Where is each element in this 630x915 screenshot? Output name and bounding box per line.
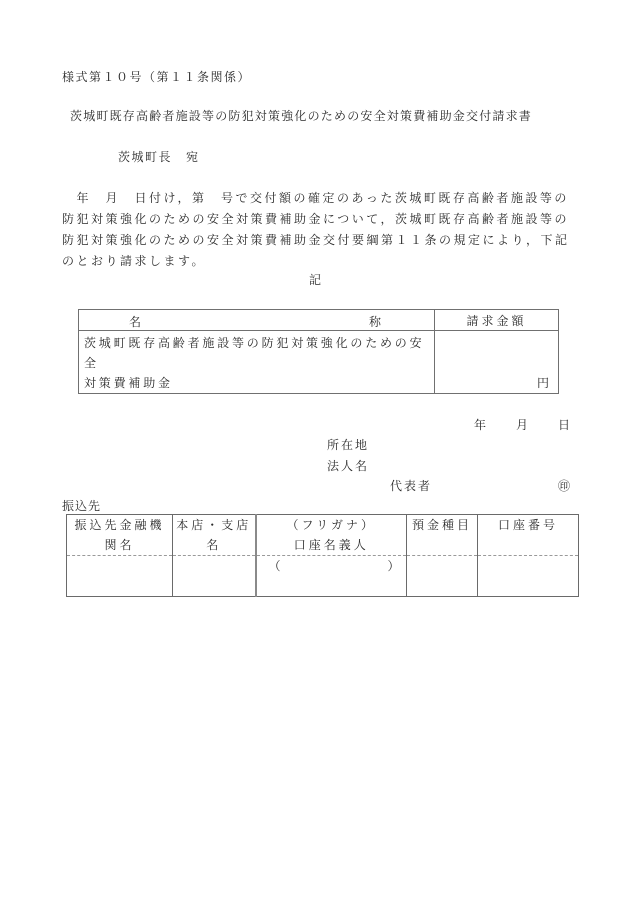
- header-name-right: 称: [369, 315, 385, 329]
- claim-table: [78, 309, 559, 394]
- header-amount: 請求金額: [435, 310, 559, 331]
- claim-table-header: [79, 310, 559, 331]
- addressee-name: 茨城町長: [118, 150, 173, 164]
- date-day: 日: [558, 418, 571, 432]
- date-line: [474, 416, 570, 433]
- transfer-table-row: [67, 556, 579, 597]
- header-account-number: 口座番号: [478, 515, 579, 556]
- transfer-label: 振込先: [62, 499, 102, 513]
- body-line: 年 月 日付け，第 号で交付額の確定のあった茨城町既存高齢者施設等の: [62, 191, 569, 205]
- seal-mark: ㊞: [558, 479, 571, 493]
- subsidy-name-line2: 対策費補助金: [84, 376, 173, 390]
- representative-label: 代表者: [390, 479, 433, 493]
- subsidy-name-line1: 茨城町既存高齢者施設等の防犯対策強化のための安全: [84, 336, 425, 370]
- body-line: 防犯対策強化のための安全対策費補助金交付要綱第１１条の規定により，下記: [62, 233, 570, 247]
- header-branch-name: 本店・支店 名: [173, 515, 256, 556]
- addressee: [118, 148, 200, 165]
- transfer-table: [66, 514, 579, 597]
- location-label: 所在地: [327, 438, 370, 452]
- amount-unit: 円: [536, 376, 549, 390]
- header-name-left: 名: [129, 315, 145, 329]
- claim-table-row: [79, 331, 559, 394]
- date-month: 月: [516, 418, 529, 432]
- account-holder-cell[interactable]: [256, 556, 407, 597]
- kana-open-paren: （: [268, 559, 281, 573]
- header-name: [79, 310, 435, 331]
- date-year: 年: [474, 418, 487, 432]
- ki-heading: 記: [309, 273, 322, 287]
- header-account-holder: （フリガナ） 口座名義人: [256, 515, 407, 556]
- kana-close-paren: ）: [387, 559, 400, 573]
- body-line: のとおり請求します。: [62, 254, 207, 268]
- body-line: 防犯対策強化のための安全対策費補助金について，茨城町既存高齢者施設等の: [62, 212, 570, 226]
- corp-name-label: 法人名: [327, 459, 370, 473]
- amount-cell[interactable]: [435, 331, 559, 394]
- bank-name-cell[interactable]: [67, 556, 173, 597]
- deposit-type-cell[interactable]: [407, 556, 478, 597]
- header-deposit-type: 預金種目: [407, 515, 478, 556]
- form-number: 様式第１０号（第１１条関係）: [62, 70, 252, 84]
- branch-name-cell[interactable]: [173, 556, 256, 597]
- document-title: 茨城町既存高齢者施設等の防犯対策強化のための安全対策費補助金交付請求書: [70, 109, 533, 123]
- subsidy-name-cell: [79, 331, 435, 394]
- header-bank-name: 振込先金融機 関名: [67, 515, 173, 556]
- transfer-table-header: [67, 515, 579, 556]
- account-number-cell[interactable]: [478, 556, 579, 597]
- request-body: [62, 188, 570, 272]
- addressee-suffix: 宛: [186, 150, 200, 164]
